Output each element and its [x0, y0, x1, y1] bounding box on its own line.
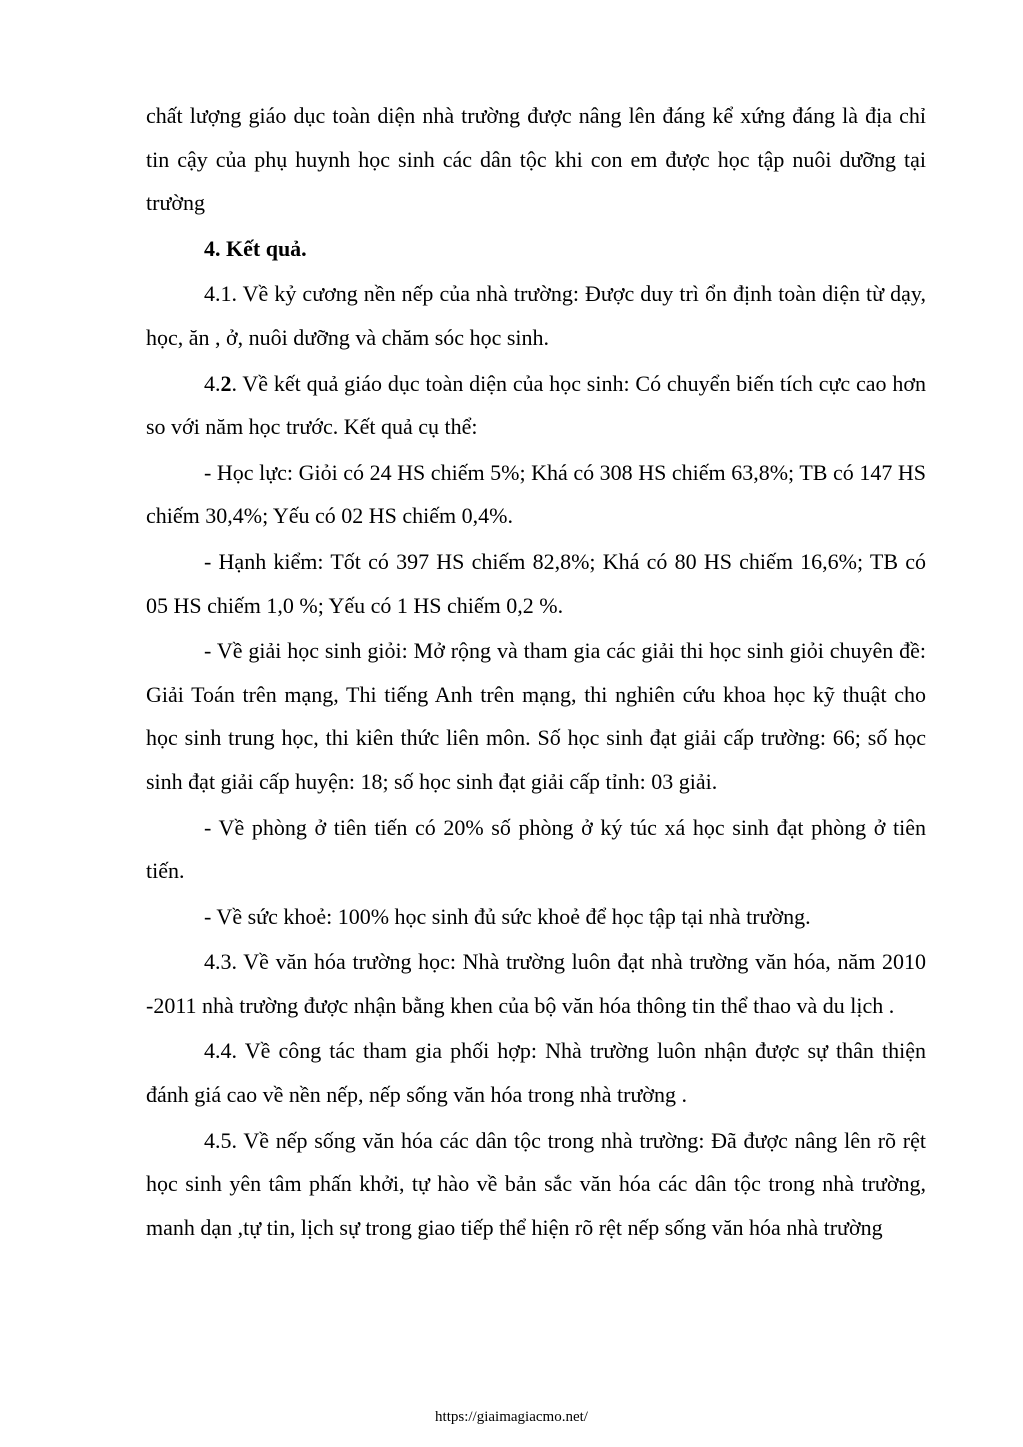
- document-body: [146, 94, 926, 1249]
- item-4-5: 4.5. Về nếp sống văn hóa các dân tộc trong nhà trường: Đã được nâng lên rõ rệt học sinh yên tâm phấn khởi, tự hào về bản sắc văn hóa các dân tộc trong nhà trường, manh dạn ,tự tin, lịch sự trong giao tiếp thể hiện rõ rệt nếp sống văn hóa nhà trường: [146, 1127, 926, 1240]
- footer-url: https://giaimagiacmo.net/: [435, 1409, 588, 1425]
- suc-khoe: - Về sức khoẻ: 100% học sinh đủ sức khoẻ để học tập tại nhà trường.: [204, 903, 811, 929]
- item-4-4: 4.4. Về công tác tham gia phối hợp: Nhà trường luôn nhận được sự thân thiện đánh giá cao về nền nếp, nếp sống văn hóa trong nhà trường .: [146, 1038, 926, 1108]
- item-4-2: [146, 362, 926, 449]
- item-4-3: 4.3. Về văn hóa trường học: Nhà trường luôn đạt nhà trường văn hóa, năm 2010 -2011 nhà trường được nhận bằng khen của bộ văn hóa thông tin thể thao và du lịch .: [146, 949, 926, 1018]
- hoc-luc: - Học lực: Giỏi có 24 HS chiếm 5%; Khá có 308 HS chiếm 63,8%; TB có 147 HS chiếm 30,4%; Yếu có 02 HS chiếm 0,4%.: [146, 459, 926, 529]
- item-4-2-rest: . Về kết quả giáo dục toàn diện của học sinh: Có chuyển biến tích cực cao hơn so với năm học trước. Kết quả cụ thể:: [146, 370, 926, 440]
- hanh-kiem: - Hạnh kiểm: Tốt có 397 HS chiếm 82,8%; Khá có 80 HS chiếm 16,6%; TB có 05 HS chiếm 1,0 %; Yếu có 1 HS chiếm 0,2 %.: [146, 548, 926, 618]
- phong-o-tien-tien: - Về phòng ở tiên tiến có 20% số phòng ở ký túc xá học sinh đạt phòng ở tiên tiến.: [146, 814, 926, 884]
- item-4-1: 4.1. Về kỷ cương nền nếp của nhà trường: Được duy trì ổn định toàn diện từ dạy, học, ăn , ở, nuôi dưỡng và chăm sóc học sinh.: [146, 281, 926, 350]
- section-heading: 4. Kết quả.: [204, 235, 307, 261]
- item-4-2-prefix: 4.: [204, 370, 221, 396]
- item-4-2-bold: 2: [220, 370, 232, 396]
- giai-hoc-sinh-gioi: - Về giải học sinh giỏi: Mở rộng và tham gia các giải thi học sinh giỏi chuyên đề: Giải Toán trên mạng, Thi tiếng Anh trên mạng, thi nghiên cứu khoa học kỹ thuật cho học sinh trung học, thi kiên thức liên môn. Số học sinh đạt giải cấp trường: 66; số học sinh đạt giải cấp huyện: 18; số học sinh đạt giải cấp tỉnh: 03 giải.: [146, 638, 926, 794]
- intro-continuation: chất lượng giáo dục toàn diện nhà trường được nâng lên đáng kể xứng đáng là địa chỉ tin cậy của phụ huynh học sinh các dân tộc khi con em được học tập nuôi dưỡng tại trường: [146, 103, 926, 216]
